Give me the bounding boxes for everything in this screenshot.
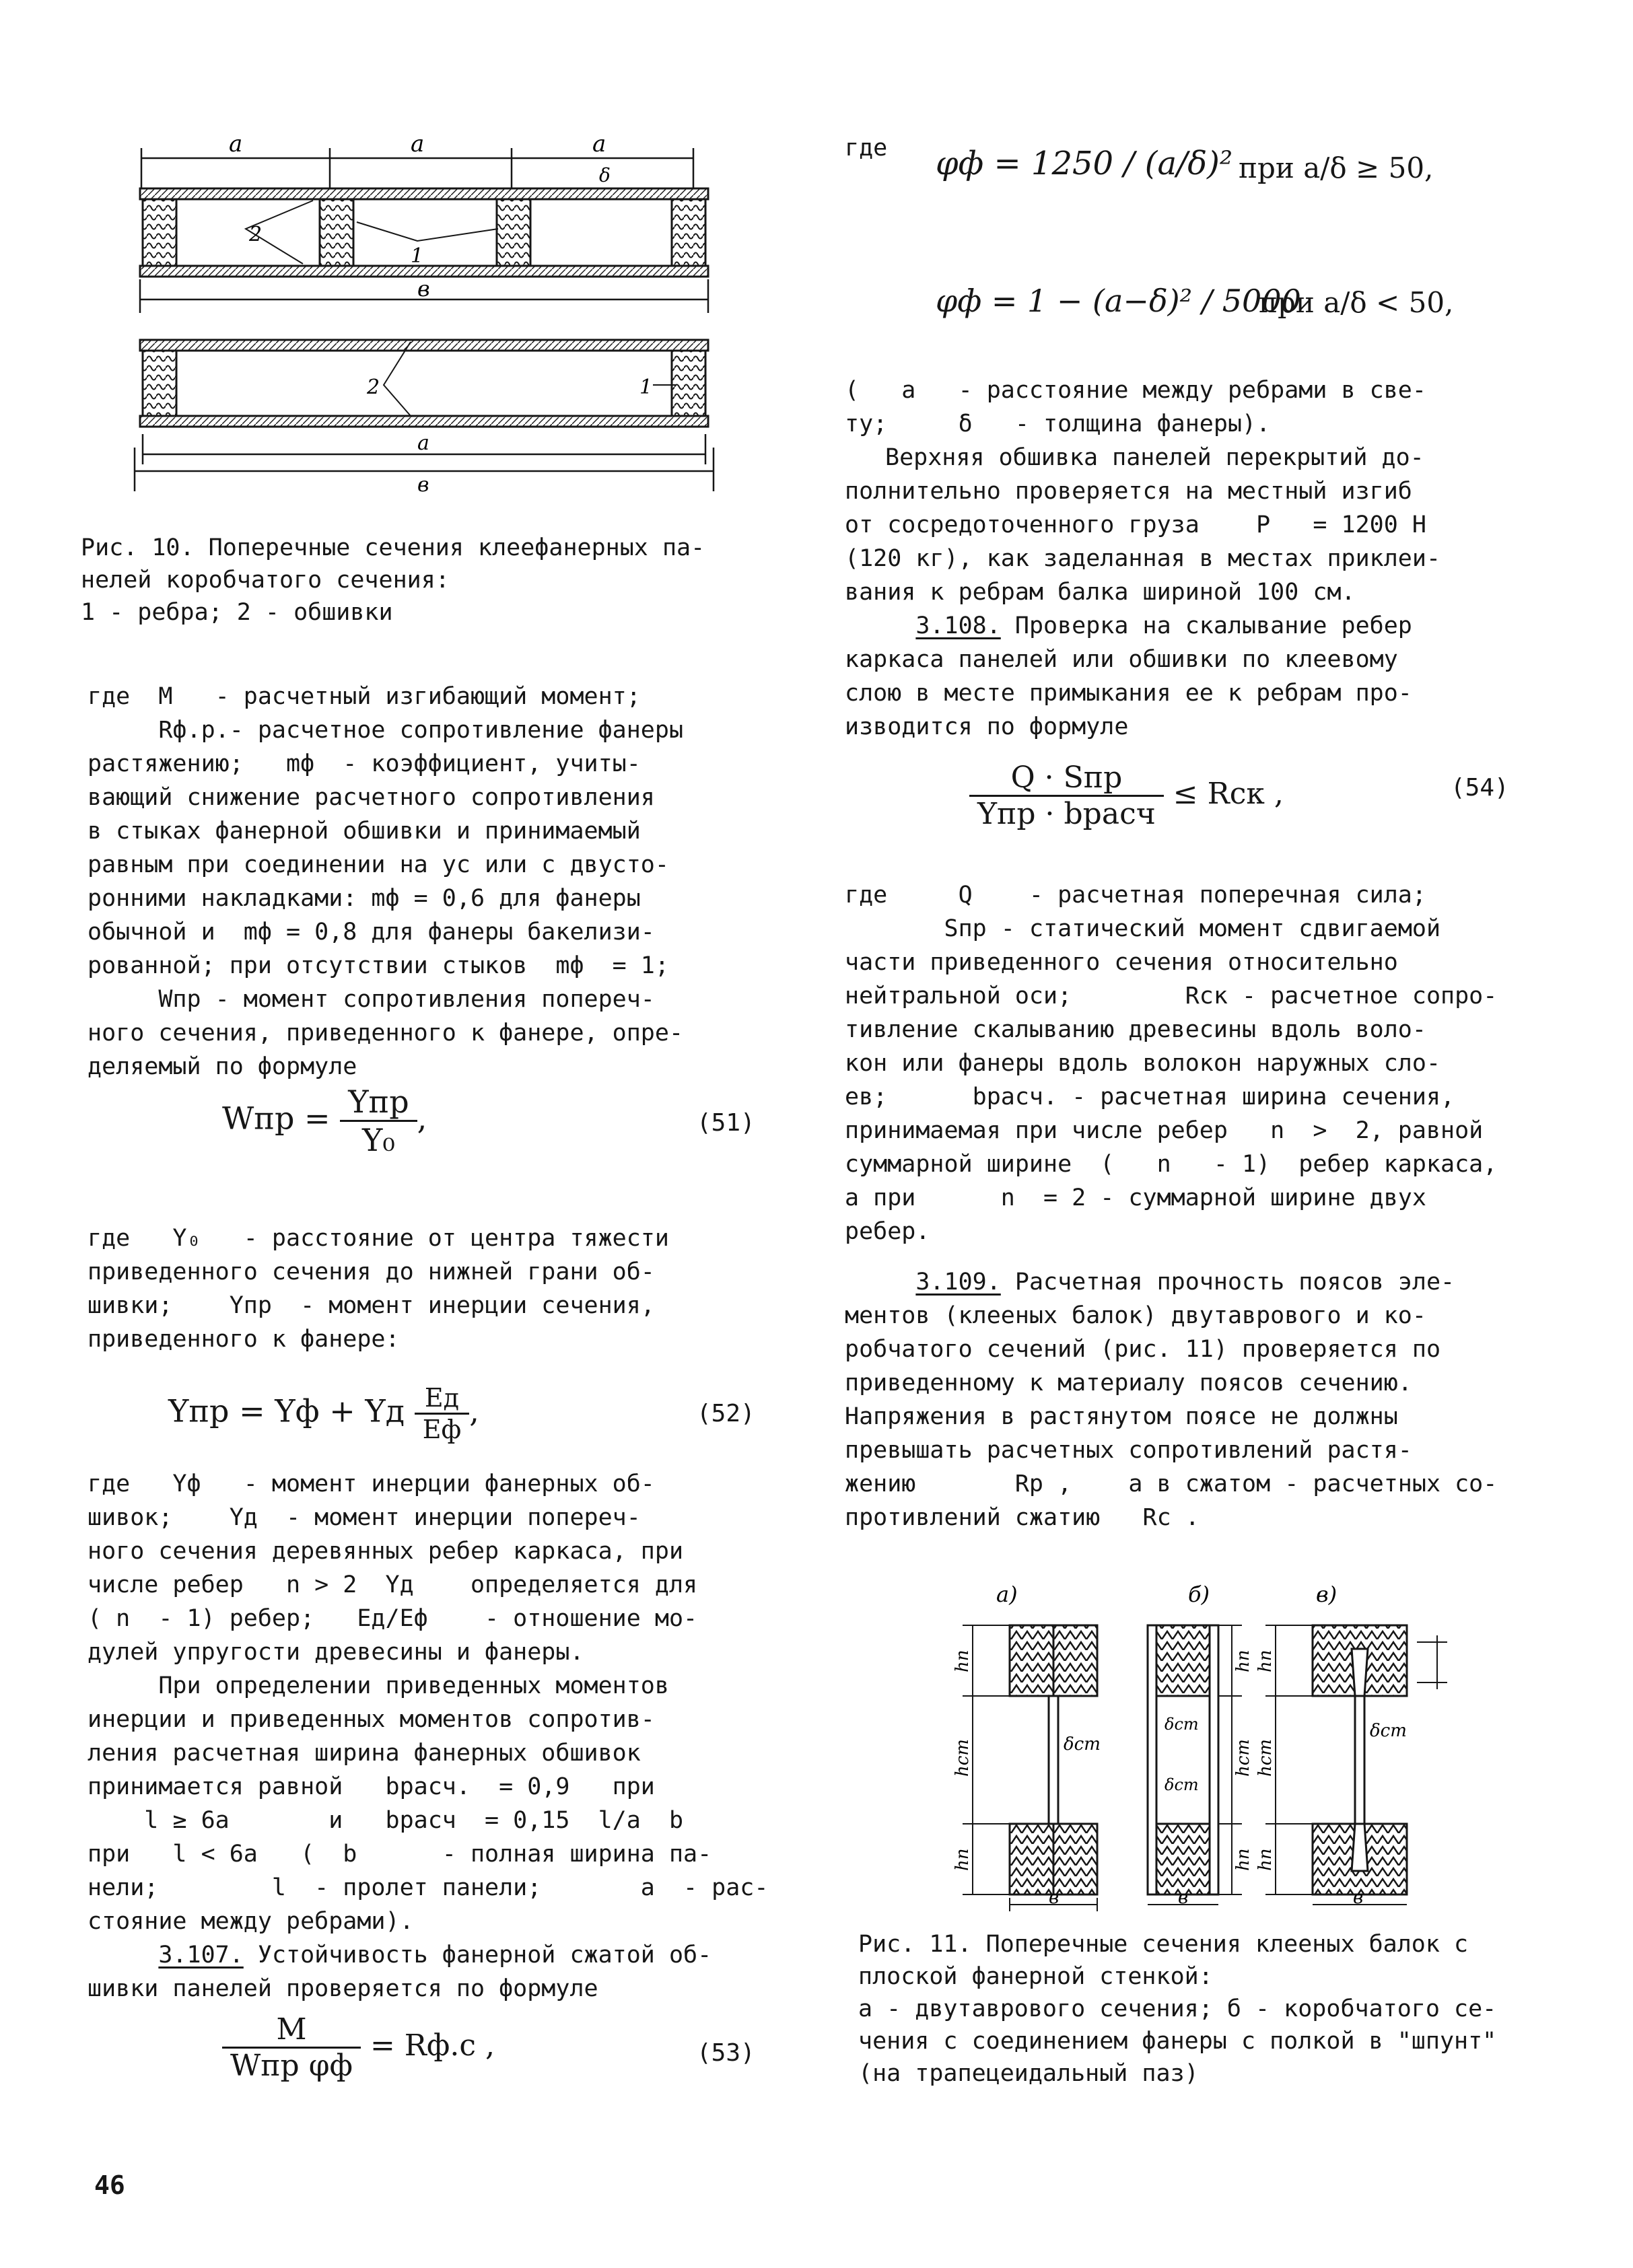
left-line: шивки панелей проверяется по формуле: [88, 1975, 598, 2002]
left-line: обычной и mф = 0,8 для фанеры бакелизи-: [88, 919, 655, 946]
eq53-num: M: [222, 2012, 361, 2049]
fig10-label-1a: 1: [411, 244, 424, 268]
eq-phi2-cond: при a/δ < 50,: [1259, 286, 1454, 319]
dim-b-row2: в: [417, 473, 429, 497]
right-line: ментов (клееных балок) двутаврового и ко-: [845, 1302, 1426, 1329]
dim-a-row2: a: [417, 431, 429, 455]
eq53-rhs: = Rф.с ,: [370, 2028, 495, 2063]
left-line: равным при соединении на ус или с двусто-: [88, 851, 669, 878]
right-line: Верхняя обшивка панелей перекрытий до-: [885, 444, 1424, 471]
figure-10-diagram: [128, 128, 720, 518]
box-beam-section: [1148, 1625, 1218, 1894]
left-line: ронними накладками: mф = 0,6 для фанеры: [88, 885, 641, 912]
right-line-109: [845, 1265, 1558, 1299]
left-line: рованной; при отсутствии стыков mф = 1;: [88, 952, 669, 979]
left-line: ного сечения деревянных ребер каркаса, при: [88, 1538, 684, 1565]
left-line: приведенного к фанере:: [88, 1326, 400, 1353]
eq53-fraction: [222, 2012, 361, 2083]
eq52-num: Eд: [415, 1383, 469, 1415]
i-beam-tongue-section: [1313, 1625, 1407, 1894]
right-line: изводится по формуле: [845, 713, 1129, 740]
right-line: вания к ребрам балка шириной 100 см.: [845, 579, 1356, 606]
fig11-label-a: а): [996, 1582, 1018, 1607]
fig11-c-hn-bottom: hп: [1255, 1848, 1276, 1871]
equation-phi-2-condition: [1259, 286, 1453, 319]
left-line: Rф.р.- расчетное сопротивление фанеры: [88, 717, 684, 744]
left-line: приведенного сечения до нижней грани об-: [88, 1259, 655, 1285]
right-line: противлений сжатию Rс .: [845, 1504, 1200, 1531]
right-line: суммарной ширине ( n - 1) ребер каркаса,: [845, 1151, 1498, 1178]
dim-delta: δ: [599, 164, 611, 186]
right-line: робчатого сечений (рис. 11) проверяется по: [845, 1336, 1441, 1363]
eq52-number: (52): [697, 1400, 755, 1427]
fig10-caption-line3: 1 - ребра; 2 - обшивки: [81, 599, 393, 626]
fig10-label-2a: 2: [249, 223, 263, 246]
fig11-b-b: в: [1178, 1888, 1189, 1908]
fig11-b-hn-top: hп: [1233, 1650, 1253, 1672]
right-line: каркаса панелей или обшивки по клеевому: [845, 646, 1398, 673]
right-line: части приведенного сечения относительно: [845, 949, 1398, 976]
fig10-label-1b: 1: [639, 376, 653, 399]
right-column-block1: [845, 374, 1558, 744]
eq51-den: Y₀: [362, 1122, 395, 1158]
figure-11-caption: [858, 1928, 1572, 2090]
left-line: нели; l - пролет панели; a - рас-: [88, 1874, 769, 1901]
left-line: Устойчивость фанерной сжатой об-: [243, 1942, 712, 1969]
right-line: Напряжения в растянутом поясе не должны: [845, 1403, 1398, 1430]
left-line: деляемый по формуле: [88, 1053, 357, 1080]
fig11-caption-line1: Рис. 11. Поперечные сечения клееных балок с: [858, 1931, 1469, 1958]
section-3-109: 3.109.: [915, 1269, 1001, 1296]
eq54-number: (54): [1451, 774, 1509, 802]
fig11-a-hn-bottom: hп: [952, 1848, 973, 1871]
right-line: слою в месте примыкания ее к ребрам про-: [845, 680, 1412, 707]
equation-phi-2: [936, 283, 1301, 319]
left-line: дулей упругости древесины и фанеры.: [88, 1639, 584, 1666]
dim-a-1: a: [229, 131, 243, 157]
left-line: при l < 6a ( b - полная ширина па-: [88, 1841, 712, 1868]
right-line: принимаемая при числе ребер n > 2, равной: [845, 1117, 1484, 1144]
equation-phi-1: [936, 145, 1232, 182]
left-line: l ≥ 6a и bрасч = 0,15 l/a b: [88, 1807, 684, 1834]
right-line: Расчетная прочность поясов эле-: [1000, 1269, 1455, 1296]
equation-phi-1-condition: [1239, 151, 1433, 184]
eq-phi2: φф = 1 − (a−δ)² / 5000: [936, 283, 1301, 319]
left-line: где Y₀ - расстояние от центра тяжести: [88, 1225, 669, 1252]
right-line: а при n = 2 - суммарной ширине двух: [845, 1184, 1426, 1211]
right-line: ту; δ - толщина фанеры).: [845, 411, 1271, 437]
fig10-label-2b: 2: [367, 376, 380, 399]
right-line: Sпр - статический момент сдвигаемой: [845, 915, 1441, 942]
fig11-b-hct: hст: [1233, 1739, 1253, 1777]
left-line: ления расчетная ширина фанерных обшивок: [88, 1740, 641, 1767]
dim-a-2: a: [411, 131, 425, 157]
fig11-label-c: в): [1316, 1582, 1337, 1607]
fig11-caption-line3: а - двутаврового сечения; б - коробчатого се-: [858, 1995, 1497, 2022]
fig11-a-hn-top: hп: [952, 1650, 973, 1672]
right-line: (120 кг), как заделанная в местах приклеи-: [845, 545, 1441, 572]
right-line: тивление скалыванию древесины вдоль воло-: [845, 1016, 1426, 1043]
right-line: превышать расчетных сопротивлений растя-: [845, 1437, 1412, 1464]
left-line: вающий снижение расчетного сопротивления: [88, 784, 655, 811]
right-gde: где: [845, 135, 888, 162]
left-column-block2: [88, 1221, 788, 1356]
eq54-den: Yпр · bрасч: [977, 797, 1156, 831]
right-line: ( a - расстояние между ребрами в све-: [845, 377, 1426, 404]
figure-10-caption: [81, 532, 781, 629]
eq-phi1-cond: при a/δ ≥ 50,: [1239, 151, 1434, 184]
right-line: где Q - расчетная поперечная сила;: [845, 882, 1426, 909]
left-line: При определении приведенных моментов: [88, 1672, 669, 1699]
eq-phi1: φф = 1250 / (a/δ)²: [936, 145, 1233, 182]
right-column-block2: [845, 878, 1558, 1248]
right-line: кон или фанеры вдоль волокон наружных сло-: [845, 1050, 1441, 1077]
left-line: шивок; Yд - момент инерции попереч-: [88, 1504, 641, 1531]
eq51-number: (51): [697, 1109, 755, 1137]
section-3-108: 3.108.: [915, 612, 1001, 639]
fig11-c-b: в: [1353, 1888, 1364, 1908]
equation-53: [222, 2012, 495, 2083]
eq54-fraction: [969, 760, 1164, 831]
fig11-a-dct: δст: [1064, 1734, 1101, 1755]
dim-b-1: в: [417, 276, 430, 302]
right-line: ев; bрасч. - расчетная ширина сечения,: [845, 1084, 1455, 1110]
left-line: где Yф - момент инерции фанерных об-: [88, 1470, 655, 1497]
left-column-block1: [88, 680, 788, 1084]
left-line: где M - расчетный изгибающий момент;: [88, 683, 641, 710]
eq52-lhs: Yпр = Yф + Yд: [168, 1392, 405, 1429]
left-line: Wпр - момент сопротивления попереч-: [88, 986, 655, 1013]
eq52-den: Eф: [422, 1415, 462, 1444]
right-line: полнительно проверяется на местный изгиб: [845, 478, 1412, 505]
eq51-fraction: [340, 1084, 417, 1158]
equation-52: Yпр = Yф + Yд $\frac{Eд}{Eф}$ ,: [168, 1383, 479, 1444]
right-line: ребер.: [845, 1218, 930, 1245]
fig11-a-hct: hст: [952, 1739, 973, 1777]
left-line: ного сечения, приведенного к фанере, опре-: [88, 1020, 684, 1047]
fig11-b-hn-bottom: hп: [1233, 1848, 1253, 1871]
dim-a-3: a: [592, 131, 606, 157]
right-line: нейтральной оси; Rск - расчетное сопро-: [845, 983, 1498, 1009]
eq54-rhs: ≤ Rск ,: [1173, 777, 1284, 811]
right-line: приведенному к материалу поясов сечению.: [845, 1370, 1412, 1396]
fig11-a-b: в: [1049, 1888, 1059, 1908]
left-line: принимается равной bрасч. = 0,9 при: [88, 1773, 655, 1800]
panel-section-multi-rib: [140, 188, 708, 277]
eq54-num: Q · Sпр: [969, 760, 1164, 797]
right-column-block3: [845, 1265, 1558, 1534]
left-column-block3: [88, 1467, 788, 2006]
left-line: стояние между ребрами).: [88, 1908, 414, 1935]
equation-54: [969, 760, 1284, 831]
figure-11-diagram: [936, 1575, 1515, 1918]
right-line: Проверка на скалывание ребер: [1000, 612, 1412, 639]
eq53-number: (53): [697, 2039, 755, 2067]
eq52-fraction: [415, 1383, 469, 1444]
fig11-caption-line4: чения с соединением фанеры с полкой в "шпунт": [858, 2028, 1497, 2055]
i-beam-section: [1010, 1625, 1097, 1894]
fig10-caption-line2: нелей коробчатого сечения:: [81, 567, 450, 594]
left-line: растяжению; mф - коэффициент, учиты-: [88, 750, 641, 777]
equation-51: Wпр = $\frac{\text{Yпр}}{\text{Y₀}}$ ,: [222, 1084, 427, 1158]
fig11-c-hn-top: hп: [1255, 1650, 1276, 1672]
eq53-den: Wпр φф: [230, 2049, 353, 2083]
fig11-b-dct-2: δст: [1165, 1775, 1199, 1794]
fig11-c-hct: hст: [1255, 1739, 1276, 1777]
left-line: в стыках фанерной обшивки и принимаемый: [88, 818, 641, 845]
fig10-caption-line1: Рис. 10. Поперечные сечения клеефанерных па-: [81, 534, 705, 561]
right-line-108: [845, 609, 1558, 643]
fig11-label-b: б): [1188, 1582, 1210, 1607]
left-line: шивки; Yпр - момент инерции сечения,: [88, 1292, 655, 1319]
left-line: ( n - 1) ребер; Eд/Eф - отношение мо-: [88, 1605, 698, 1632]
right-line: от сосредоточенного груза P = 1200 Н: [845, 511, 1426, 538]
section-3-107: 3.107.: [158, 1942, 244, 1969]
eq51-num: Yпр: [340, 1084, 417, 1122]
fig11-caption-line2: плоской фанерной стенкой:: [858, 1963, 1213, 1990]
panel-section-two-rib: [140, 340, 708, 427]
left-line-107: [88, 1938, 788, 1972]
right-line: жению Rр , а в сжатом - расчетных со-: [845, 1470, 1498, 1497]
page-number: 46: [94, 2170, 125, 2200]
left-line: инерции и приведенных моментов сопротив-: [88, 1706, 655, 1733]
left-line: числе ребер n > 2 Yд определяется для: [88, 1571, 698, 1598]
fig11-c-dct: δст: [1370, 1721, 1407, 1741]
fig11-caption-line5: (на трапецеидальный паз): [858, 2060, 1199, 2087]
fig11-b-dct-1: δст: [1165, 1715, 1199, 1734]
eq51-lhs: Wпр =: [222, 1100, 331, 1137]
